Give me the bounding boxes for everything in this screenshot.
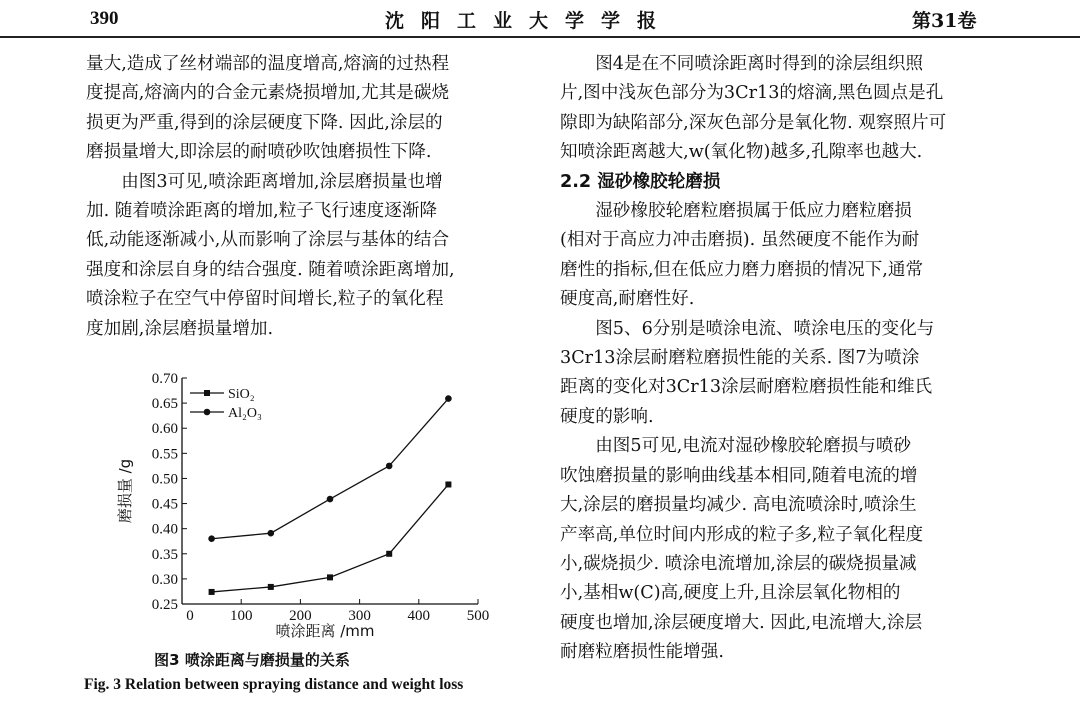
data-point-circle — [268, 530, 275, 537]
journal-title: 沈阳工业大学学报 — [385, 10, 674, 32]
data-point-square — [268, 584, 274, 590]
data-point-square — [386, 551, 392, 557]
left-paragraph-2: 由图3可见,喷涂距离增加,涂层磨损量也增 加. 随着喷涂距离的增加,粒子飞行速度逐渐降 低,动能逐渐减小,从而影响了涂层与基体的结合 强度和涂层自身的结合强度. 随着喷涂距离增加, 喷涂粒子在空气中停留时间增长,粒子的氧化程 度加剧,涂层磨损量增加. — [86, 171, 455, 339]
y-tick-label: 0.50 — [151, 471, 178, 488]
x-tick-label: 100 — [229, 608, 253, 624]
right-column — [560, 50, 996, 668]
data-point-square — [209, 589, 215, 595]
legend-label-2: Al₂O₃ — [228, 406, 262, 421]
legend-marker-circle — [204, 409, 211, 416]
x-tick-label: 200 — [289, 608, 312, 624]
x-tick-label: 500 — [466, 608, 490, 624]
data-point-square — [327, 574, 333, 580]
y-tick-label: 0.70 — [151, 371, 178, 387]
legend-marker-square — [204, 390, 210, 396]
right-paragraph-2: 湿砂橡胶轮磨粒磨损属于低应力磨粒磨损 (相对于高应力冲击磨损). 虽然硬度不能作为耐 磨性的指标,但在低应力磨力磨损的情况下,通常 硬度高,耐磨性好. — [560, 201, 924, 310]
y-tick-label: 0.45 — [151, 496, 178, 513]
figure-caption-cn: 图3 喷涂距离与磨损量的关系 — [154, 651, 350, 669]
y-tick-label: 0.25 — [151, 597, 178, 613]
section-heading: 2.2 湿砂橡胶轮磨损 — [560, 171, 721, 192]
data-point-circle — [208, 535, 215, 542]
legend-label-1: SiO₂ — [228, 387, 255, 402]
page-header — [0, 0, 1080, 38]
x-tick-label: 400 — [407, 608, 431, 624]
x-tick-label: 0 — [186, 608, 194, 624]
right-paragraph-4: 由图5可见,电流对湿砂橡胶轮磨损与喷砂 吹蚀磨损量的影响曲线基本相同,随着电流的增 大,涂层的磨损量均减少. 高电流喷涂时,喷涂生 产率高,单位时间内形成的粒子多,粒子氧化程度 小,碳烧损少. 喷涂电流增加,涂层的碳烧损量减 小,基相w(C)高,硬度上升,且涂层氧化物相的 硬度也增加,涂层硬度增大. 因此,电流增大,涂层 耐磨粒磨损性能增强. — [560, 436, 924, 663]
left-column — [86, 50, 520, 344]
y-axis-label: 磨损量 /g — [116, 458, 134, 524]
data-point-circle — [386, 463, 393, 470]
data-point-circle — [327, 496, 334, 503]
x-tick-label: 300 — [348, 608, 371, 624]
y-tick-label: 0.35 — [151, 546, 178, 563]
y-tick-label: 0.60 — [151, 421, 178, 438]
x-axis-label: 喷涂距离 /mm — [275, 622, 375, 640]
y-tick-label: 0.40 — [151, 521, 178, 538]
figure-caption-en: Fig. 3 Relation between spraying distance and weight loss — [84, 676, 464, 693]
y-tick-label: 0.65 — [151, 396, 178, 413]
right-paragraph-1: 图4是在不同喷涂距离时得到的涂层组织照 片,图中浅灰色部分为3Cr13的熔滴,黑色圆点是孔 隙即为缺陷部分,深灰色部分是氧化物. 观察照片可 知喷涂距离越大,w(氧化物)越多,孔隙率也越大. — [560, 54, 947, 163]
page-number: 390 — [90, 8, 119, 29]
y-tick-label: 0.55 — [151, 446, 178, 463]
y-tick-label: 0.30 — [151, 571, 178, 588]
data-point-square — [445, 481, 451, 487]
line-chart — [86, 356, 526, 646]
volume-label: 第31卷 — [912, 10, 977, 32]
right-paragraph-3: 图5、6分别是喷涂电流、喷涂电压的变化与 3Cr13涂层耐磨粒磨损性能的关系. 图7为喷涂 距离的变化对3Cr13涂层耐磨粒磨损性能和维氏 硬度的影响. — [560, 318, 935, 427]
data-point-circle — [445, 395, 452, 402]
left-paragraph-1: 量大,造成了丝材端部的温度增高,熔滴的过热程 度提高,熔滴内的合金元素烧损增加,尤其是碳烧 损更为严重,得到的涂层硬度下降. 因此,涂层的 磨损量增大,即涂层的耐喷砂吹蚀磨损性下降. — [86, 54, 450, 163]
